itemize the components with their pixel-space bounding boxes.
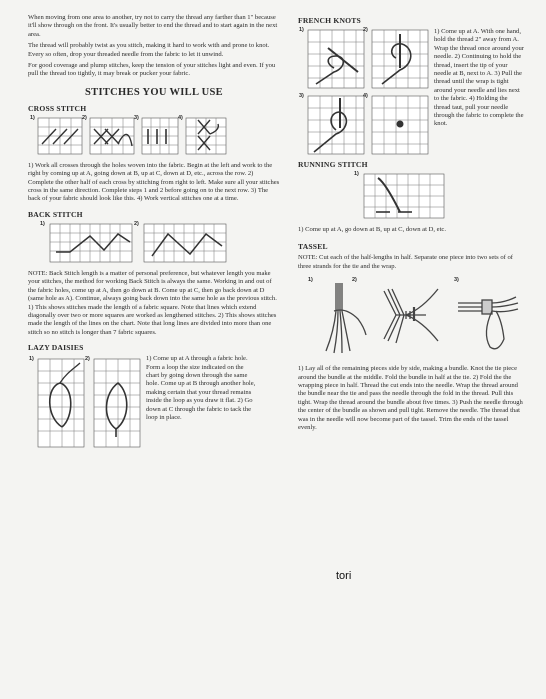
running-stitch-figure-1 bbox=[354, 171, 446, 220]
lazy-daisies-figures bbox=[29, 356, 142, 449]
french-knot-figure-2 bbox=[363, 27, 430, 90]
figure-number: 1) bbox=[29, 356, 34, 363]
cross-stitch-instructions: 1) Work all crosses through the holes woven into the fabric. Begin at the left and work to the right by coming up at A, going down at B, up at C, down at D, etc., across the row. 2) Complete the other half of each cross by stitching from right to left. Make sure all your stitches cross in the same direction. Complete steps 1 and 2 before going on to the next row. 3) The back of your fabric should look like this. 4) Work vertical stitches one at a time. bbox=[28, 161, 280, 203]
figure-number: 1) bbox=[308, 277, 313, 284]
main-heading: STITCHES YOU WILL USE bbox=[85, 86, 223, 98]
back-stitch-figures bbox=[40, 220, 280, 264]
french-knots-block bbox=[298, 28, 524, 156]
french-knot-figure-4 bbox=[363, 93, 430, 156]
tassel-figure-2 bbox=[366, 281, 446, 359]
tassel-instructions: 1) Lay all of the remaining pieces side by side, making a bundle. Knot the tie piece around the bundle at the middle. Fold the bundle in half at the tie. 2) Fold the the wrapping piece in half. Thread the cut ends into the needle. Wrap the thread around the bundle near the tie and pass the needle through the fold in the thread. Pull this tight. Wrap the thread around the bundle about five times. 3) Push the needle through the center of the bundle as shown and pull tight. Remove the needle. The thread that was in the needle will now become part of the tassel. Trim the ends of the tassel evenly. bbox=[298, 365, 523, 432]
figure-number: 2) bbox=[82, 114, 87, 121]
intro-paragraph-1: When moving from one area to another, try not to carry the thread any farther than 1" because it'll show through on the front. It's usually better to end the thread and to start again in the next area. bbox=[28, 14, 278, 38]
intro-paragraph-3: For good coverage and plump stitches, keep the tension of your stitches light and even. If you pull the thread too tightly, it may break or pucker your fabric. bbox=[28, 62, 276, 78]
handwritten-note: tori bbox=[336, 570, 352, 582]
cross-stitch-figure-4 bbox=[178, 114, 228, 156]
lazy-daisies-instructions: 1) Come up at A through a fabric hole. Form a loop the size indicated on the chart by going down through the same hole. Come up at B through another hole, making certain that your thread remains inside the loop as you draw it flat. 2) Go down at C through the fabric to tack the loop in place. bbox=[146, 355, 256, 421]
tassel-note: NOTE: Cut each of the half-lengths in half. Separate one piece into two sets of of three strands for the tie and the wrap. bbox=[298, 254, 513, 270]
cross-stitch-figure-1 bbox=[30, 114, 84, 156]
figure-number: 3) bbox=[454, 277, 459, 284]
cross-stitch-title: CROSS STITCH bbox=[28, 103, 87, 113]
french-knot-figure-3 bbox=[299, 93, 366, 156]
figure-number: 3) bbox=[299, 93, 304, 99]
lazy-daisies-title: LAZY DAISIES bbox=[28, 343, 84, 353]
figure-number: 1) bbox=[40, 220, 45, 227]
tassel-title: TASSEL bbox=[298, 242, 328, 252]
cross-stitch-figures bbox=[30, 114, 280, 156]
french-knot-figure-1 bbox=[299, 27, 366, 90]
running-stitch-title: RUNNING STITCH bbox=[298, 160, 368, 169]
cross-stitch-figure-3 bbox=[134, 114, 180, 156]
tassel-figure-3 bbox=[452, 281, 524, 359]
french-knots-title: FRENCH KNOTS bbox=[298, 16, 361, 25]
figure-number: 4) bbox=[363, 93, 368, 99]
french-knots-instructions: 1) Come up at A. With one hand, hold the thread 2" away from A. Wrap the thread once around your needle. 2) Continuing to hold the thread, insert the tip of your needle at B, next to A. 3) Pull the thread until the wrap is tight around your needle and lies next to the fabric. 4) Holding the thread taut, pull your needle through the fabric to complete the knot. bbox=[434, 28, 524, 128]
lazy-daisies-block bbox=[28, 355, 280, 455]
running-stitch-instructions: 1) Come up at A, go down at B, up at C, down at D, etc. bbox=[298, 226, 446, 233]
figure-number: 2) bbox=[352, 277, 357, 284]
figure-number: 1) bbox=[354, 171, 359, 177]
figure-number: 2) bbox=[85, 356, 90, 363]
french-knots-figures bbox=[299, 27, 430, 156]
lazy-daisy-figure-1 bbox=[29, 356, 86, 449]
running-stitch-figures bbox=[354, 171, 524, 220]
figure-number: 3) bbox=[134, 114, 139, 121]
figure-number: 1) bbox=[299, 27, 304, 33]
figure-number: 1) bbox=[30, 114, 35, 121]
figure-number: 2) bbox=[363, 27, 368, 33]
figure-number: 4) bbox=[178, 114, 183, 121]
left-column bbox=[28, 14, 280, 455]
tassel-figures bbox=[298, 277, 524, 361]
back-stitch-instructions: NOTE: Back Stitch length is a matter of personal preference, but whatever length you make your stitches, the method for working Back Stitch is always the same. Working in and out of the fabric holes, come up at A, then go down at B. Come up at C, then go back down at D (same hole as A). Continue, always going back down into the same hole as the previous stitch. 1) This shows stitches made the length of a fabric square. Note that lines which extend diagonally over two or more squares are worked as lengthened stitches. 2) This shows stitches made the length of the lines on the chart. Note that long lines are divided into more than one stitch so no stitch is longer than 7 fabric squares. bbox=[28, 269, 277, 336]
back-stitch-figure-1 bbox=[40, 220, 134, 264]
intro-paragraph-2: The thread will probably twist as you stitch, making it hard to work with and prone to knot. Every so often, drop your threaded needle from the fabric to let it unwind. bbox=[28, 42, 270, 58]
figure-number: 2) bbox=[134, 220, 139, 227]
cross-stitch-figure-2 bbox=[82, 114, 136, 156]
right-column bbox=[298, 14, 524, 435]
lazy-daisy-figure-2 bbox=[85, 356, 142, 449]
back-stitch-title: BACK STITCH bbox=[28, 209, 83, 219]
back-stitch-figure-2 bbox=[134, 220, 228, 264]
